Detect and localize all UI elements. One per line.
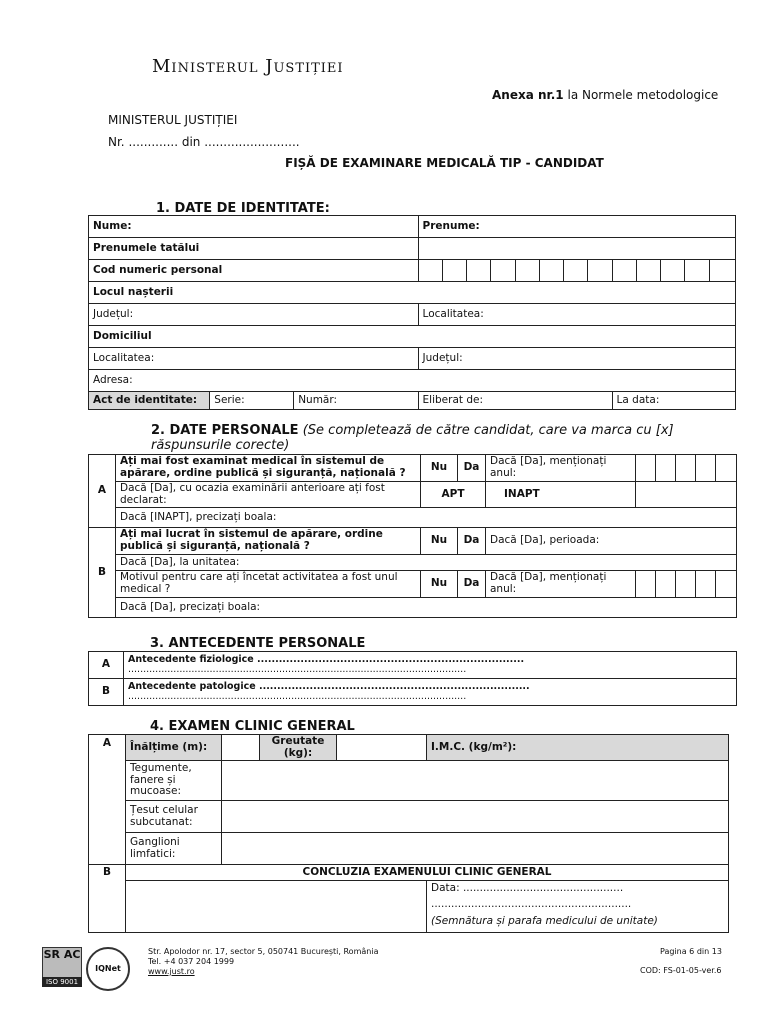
annex-rest: la Normele metodologice bbox=[567, 88, 719, 102]
cnp-digit-box[interactable] bbox=[539, 260, 563, 282]
inaltime-value[interactable] bbox=[222, 735, 260, 761]
inaltime-label: Înălțime (m): bbox=[126, 735, 222, 761]
q6-year-label: Dacă [Da], menționați anul: bbox=[486, 571, 636, 598]
antecedente-patologice-label: Antecedente patologice ........................................................................... bbox=[128, 680, 530, 692]
q1-year-box[interactable] bbox=[676, 455, 696, 482]
inapt-checkbox[interactable]: INAPT bbox=[486, 482, 636, 508]
q6-year-box[interactable] bbox=[696, 571, 716, 598]
form-title: FIȘĂ DE EXAMINARE MEDICALĂ TIP - CANDIDAT bbox=[285, 156, 604, 170]
cnp-digit-box[interactable] bbox=[661, 260, 685, 282]
footer-address: Str. Apolodor nr. 17, sector 5, 050741 București, România bbox=[148, 947, 379, 956]
doctor-signature-block[interactable] bbox=[427, 881, 729, 933]
q6-year-box[interactable] bbox=[716, 571, 737, 598]
section2-heading-block bbox=[151, 423, 731, 453]
concluzia-text-area[interactable] bbox=[126, 881, 427, 933]
page-number: Pagina 6 din 13 bbox=[660, 947, 722, 956]
judet-domiciliu-field[interactable]: Județul: bbox=[418, 348, 735, 370]
row-a-marker: A bbox=[89, 455, 116, 528]
dotted-line: ................................................................................................................ bbox=[128, 691, 467, 702]
q5-unit-field[interactable]: Dacă [Da], la unitatea: bbox=[116, 555, 737, 571]
cnp-digit-box[interactable] bbox=[588, 260, 612, 282]
antecedents-table bbox=[88, 651, 737, 706]
antecedente-patologice-field[interactable] bbox=[124, 679, 737, 706]
antecedente-fiziologice-label: Antecedente fiziologice .......................................................................... bbox=[128, 653, 525, 665]
apt-checkbox[interactable]: APT bbox=[421, 482, 486, 508]
imc-label: I.M.C. (kg/m²): bbox=[431, 740, 517, 753]
q6-year-box[interactable] bbox=[676, 571, 696, 598]
eliberat-field[interactable]: Eliberat de: bbox=[418, 392, 612, 410]
locul-nasterii-label: Locul nașterii bbox=[89, 282, 736, 304]
q2-blank bbox=[636, 482, 737, 508]
annex-reference bbox=[492, 88, 718, 102]
judet-nastere-field[interactable]: Județul: bbox=[89, 304, 419, 326]
cnp-label: Cod numeric personal bbox=[89, 260, 419, 282]
data-line: Data: ................................................ bbox=[431, 882, 624, 894]
q1-year-box[interactable] bbox=[696, 455, 716, 482]
q1-nu-checkbox[interactable]: Nu bbox=[421, 455, 458, 482]
tegumente-label: Tegumente, fanere și mucoase: bbox=[126, 761, 222, 801]
footer-address-block bbox=[148, 947, 378, 977]
domiciliul-label: Domiciliul bbox=[89, 326, 736, 348]
prenume-tatalui-field[interactable]: Prenumele tatălui bbox=[89, 238, 419, 260]
concluzia-heading: CONCLUZIA EXAMENULUI CLINIC GENERAL bbox=[126, 865, 729, 881]
tesut-value[interactable] bbox=[222, 801, 729, 833]
footer-phone: Tel. +4 037 204 1999 bbox=[148, 957, 235, 966]
cnp-digit-box[interactable] bbox=[467, 260, 491, 282]
section3-heading: 3. ANTECEDENTE PERSONALE bbox=[150, 636, 366, 651]
q6-nu-checkbox[interactable]: Nu bbox=[421, 571, 458, 598]
signature-caption: (Semnătura și parafa medicului de unitate) bbox=[431, 915, 658, 928]
greutate-label: Greutate (kg): bbox=[260, 735, 337, 761]
q6-text: Motivul pentru care ați încetat activitatea a fost unul medical ? bbox=[116, 571, 421, 598]
q4-period-field[interactable]: Dacă [Da], perioada: bbox=[486, 528, 737, 555]
section2-heading: 2. DATE PERSONALE bbox=[151, 423, 299, 438]
cnp-digit-box[interactable] bbox=[491, 260, 515, 282]
q6-da-checkbox[interactable]: Da bbox=[458, 571, 486, 598]
srac-logo: SR AC bbox=[42, 947, 82, 979]
iqnet-logo: IQNet bbox=[86, 947, 130, 991]
row-b-marker: B bbox=[89, 528, 116, 618]
section4-heading: 4. EXAMEN CLINIC GENERAL bbox=[150, 719, 355, 734]
q7-disease-field[interactable]: Dacă [Da], precizați boala: bbox=[116, 598, 737, 618]
cnp-digit-box[interactable] bbox=[709, 260, 735, 282]
exam-b-marker: B bbox=[89, 865, 126, 933]
exam-a-marker: A bbox=[89, 735, 126, 865]
cnp-digit-box[interactable] bbox=[685, 260, 709, 282]
footer-website-link[interactable]: www.just.ro bbox=[148, 967, 195, 976]
q6-year-box[interactable] bbox=[656, 571, 676, 598]
q1-text: Ați mai fost examinat medical în sistemul de apărare, ordine publică și siguranță, națională ? bbox=[116, 455, 421, 482]
localitate-domiciliu-field[interactable]: Localitatea: bbox=[89, 348, 419, 370]
cnp-digit-box[interactable] bbox=[612, 260, 636, 282]
dotted-line: ................................................................................................................ bbox=[128, 664, 467, 675]
ganglioni-label: Ganglioni limfatici: bbox=[126, 833, 222, 865]
certification-logos bbox=[42, 947, 132, 987]
nume-field[interactable]: Nume: bbox=[89, 216, 419, 238]
imc-field[interactable] bbox=[427, 735, 729, 761]
q1-year-box[interactable] bbox=[716, 455, 737, 482]
cnp-digit-box[interactable] bbox=[564, 260, 588, 282]
antecedents-a-marker: A bbox=[89, 652, 124, 679]
cnp-digit-box[interactable] bbox=[442, 260, 466, 282]
ministry-logo-text: Ministerul Justiției bbox=[152, 56, 344, 77]
greutate-value[interactable] bbox=[337, 735, 427, 761]
identity-table bbox=[88, 215, 736, 410]
q4-nu-checkbox[interactable]: Nu bbox=[421, 528, 458, 555]
section1-heading: 1. DATE DE IDENTITATE: bbox=[156, 201, 330, 216]
ministry-name: MINISTERUL JUSTIȚIEI bbox=[108, 113, 238, 127]
q4-da-checkbox[interactable]: Da bbox=[458, 528, 486, 555]
tegumente-value[interactable] bbox=[222, 761, 729, 801]
section2-note: (Se completează de către candidat, care va marca cu [x] răspunsurile corecte) bbox=[151, 423, 674, 453]
ganglioni-value[interactable] bbox=[222, 833, 729, 865]
antecedente-fiziologice-field[interactable] bbox=[124, 652, 737, 679]
dotted-line: ............................................................ bbox=[431, 897, 632, 910]
cnp-digit-box[interactable] bbox=[418, 260, 442, 282]
act-identitate-label: Act de identitate: bbox=[89, 392, 210, 410]
q2-text: Dacă [Da], cu ocazia examinării anterioare ați fost declarat: bbox=[116, 482, 421, 508]
q3-inapt-disease[interactable]: Dacă [INAPT], precizați boala: bbox=[116, 508, 737, 528]
q1-da-checkbox[interactable]: Da bbox=[458, 455, 486, 482]
clinical-exam-table bbox=[88, 734, 729, 933]
q4-text: Ați mai lucrat în sistemul de apărare, ordine publică și siguranță, națională ? bbox=[116, 528, 421, 555]
adresa-field[interactable]: Adresa: bbox=[89, 370, 736, 392]
annex-number: Anexa nr.1 bbox=[492, 88, 564, 102]
antecedents-b-marker: B bbox=[89, 679, 124, 706]
personal-data-table bbox=[88, 454, 737, 618]
serie-field[interactable]: Serie: bbox=[210, 392, 294, 410]
q1-year-label: Dacă [Da], menționați anul: bbox=[486, 455, 636, 482]
la-data-field[interactable]: La data: bbox=[612, 392, 735, 410]
q1-year-box[interactable] bbox=[636, 455, 656, 482]
cnp-digit-box[interactable] bbox=[515, 260, 539, 282]
q1-year-box[interactable] bbox=[656, 455, 676, 482]
prenume-tatalui-value[interactable] bbox=[418, 238, 735, 260]
document-code: COD: FS-01-05-ver.6 bbox=[640, 966, 722, 975]
iso-label: ISO 9001 bbox=[42, 977, 82, 987]
localitate-nastere-field[interactable]: Localitatea: bbox=[418, 304, 735, 326]
cnp-digit-box[interactable] bbox=[636, 260, 660, 282]
registration-number-line: Nr. ............. din ......................... bbox=[108, 135, 300, 149]
prenume-field[interactable]: Prenume: bbox=[418, 216, 735, 238]
tesut-label: Țesut celular subcutanat: bbox=[126, 801, 222, 833]
numar-field[interactable]: Număr: bbox=[294, 392, 418, 410]
q6-year-box[interactable] bbox=[636, 571, 656, 598]
